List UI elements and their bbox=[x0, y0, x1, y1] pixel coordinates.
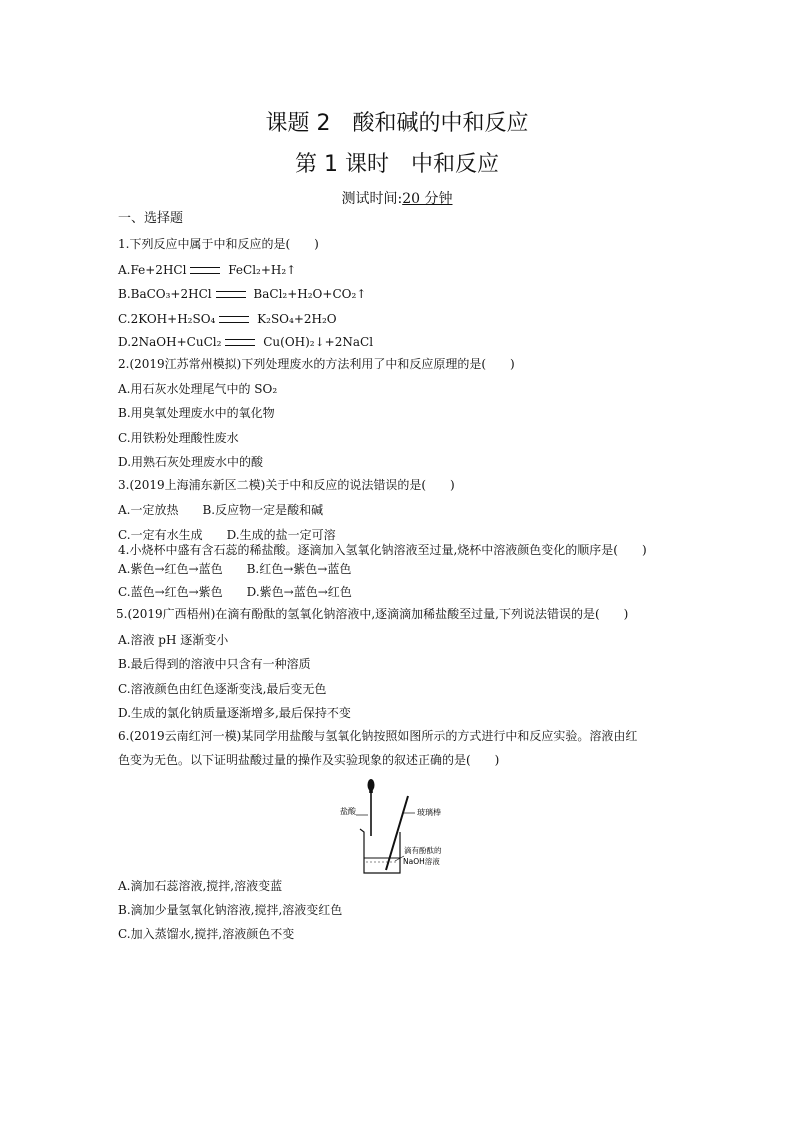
test-time-label: 测试时间: bbox=[341, 191, 403, 207]
equals-sign bbox=[219, 316, 249, 323]
q4-stem: 4.小烧杯中盛有含石蕊的稀盐酸。逐滴加入氢氧化钠溶液至过量,烧杯中溶液颜色变化的顺序是( ) bbox=[118, 543, 647, 557]
dropper-bulb bbox=[368, 779, 375, 791]
equals-sign bbox=[225, 339, 255, 346]
q1-option-d bbox=[118, 334, 373, 350]
q5-option-c: C.溶液颜色由红色逐渐变浅,最后变无色 bbox=[118, 682, 327, 696]
test-time-value: 20 分钟 bbox=[402, 191, 453, 207]
q2-option-d: D.用熟石灰处理废水中的酸 bbox=[118, 455, 264, 469]
q6-option-b: B.滴加少量氢氧化钠溶液,搅拌,溶液变红色 bbox=[118, 903, 343, 917]
q1-a-reactants: A.Fe+2HCl bbox=[118, 263, 187, 277]
q4-options-ab: A.紫色→红色→蓝色 B.红色→紫色→蓝色 bbox=[118, 562, 352, 576]
section-heading: 一、选择题 bbox=[118, 211, 184, 226]
q2-option-a: A.用石灰水处理尾气中的 SO₂ bbox=[118, 382, 278, 396]
dropper-neck bbox=[369, 790, 373, 793]
period-title: 第 1 课时 中和反应 bbox=[295, 152, 499, 177]
q3-stem: 3.(2019上海浦东新区二模)关于中和反应的说法错误的是( ) bbox=[118, 478, 455, 492]
q6-option-c: C.加入蒸馏水,搅拌,溶液颜色不变 bbox=[118, 927, 295, 941]
q5-option-d: D.生成的氯化钠质量逐渐增多,最后保持不变 bbox=[118, 706, 351, 720]
acid-label: 盐酸 bbox=[340, 807, 356, 816]
q1-b-products: BaCl₂+H₂O+CO₂↑ bbox=[249, 287, 367, 301]
q2-stem: 2.(2019江苏常州模拟)下列处理废水的方法利用了中和反应原理的是( ) bbox=[118, 357, 515, 371]
neutralization-apparatus-figure bbox=[340, 778, 470, 878]
rod-label: 玻璃棒 bbox=[417, 808, 441, 817]
q3-options-ab: A.一定放热 B.反应物一定是酸和碱 bbox=[118, 503, 324, 517]
q6-stem-line2: 色变为无色。以下证明盐酸过量的操作及实验现象的叙述正确的是( ) bbox=[118, 753, 500, 767]
q5-stem: 5.(2019广西梧州)在滴有酚酞的氢氧化钠溶液中,逐滴滴加稀盐酸至过量,下列说法错误的是( ) bbox=[116, 607, 629, 621]
q5-option-b: B.最后得到的溶液中只含有一种溶质 bbox=[118, 657, 311, 671]
equals-sign bbox=[216, 291, 246, 298]
q5-option-a: A.溶液 pH 逐渐变小 bbox=[118, 633, 229, 647]
q1-stem: 1.下列反应中属于中和反应的是( ) bbox=[118, 237, 319, 251]
equals-sign bbox=[190, 267, 220, 274]
q1-b-reactants: B.BaCO₃+2HCl bbox=[118, 287, 212, 301]
q1-option-b bbox=[118, 286, 366, 302]
lesson-title: 课题 2 酸和碱的中和反应 bbox=[265, 111, 529, 136]
q2-option-c: C.用铁粉处理酸性废水 bbox=[118, 431, 239, 445]
test-time bbox=[0, 188, 794, 208]
q1-a-products: FeCl₂+H₂↑ bbox=[224, 263, 297, 277]
q1-c-products: K₂SO₄+2H₂O bbox=[253, 312, 337, 326]
q1-d-products: Cu(OH)₂↓+2NaCl bbox=[259, 335, 374, 349]
q4-options-cd: C.蓝色→红色→紫色 D.紫色→蓝色→红色 bbox=[118, 585, 352, 599]
solution-label-line2: NaOH溶液 bbox=[403, 857, 440, 866]
q3-options-cd: C.一定有水生成 D.生成的盐一定可溶 bbox=[118, 528, 336, 542]
solution-label-line1: 滴有酚酞的 bbox=[404, 846, 442, 855]
q2-option-b: B.用臭氧处理废水中的氧化物 bbox=[118, 406, 275, 420]
q1-d-reactants: D.2NaOH+CuCl₂ bbox=[118, 335, 222, 349]
q6-stem-line1: 6.(2019云南红河一模)某同学用盐酸与氢氧化钠按照如图所示的方式进行中和反应实验。溶液由红 bbox=[118, 729, 638, 743]
q1-c-reactants: C.2KOH+H₂SO₄ bbox=[118, 312, 216, 326]
q6-option-a: A.滴加石蕊溶液,搅拌,溶液变蓝 bbox=[118, 879, 283, 893]
q1-option-a bbox=[118, 262, 296, 278]
q1-option-c bbox=[118, 311, 337, 327]
beaker bbox=[360, 829, 400, 873]
